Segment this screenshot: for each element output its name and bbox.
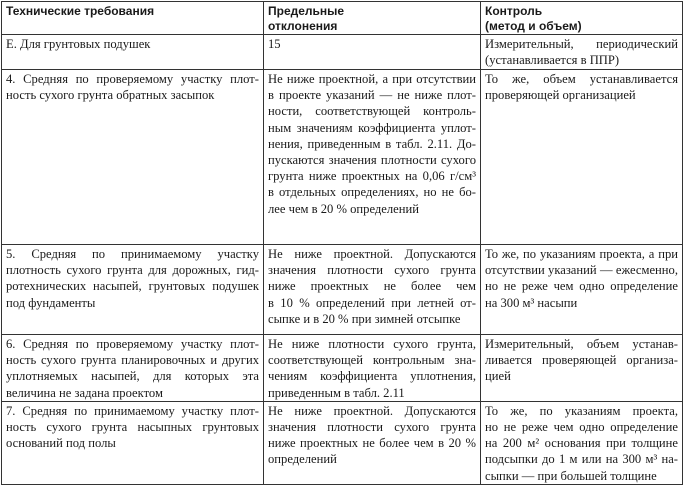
cell-line: (устанавливается в ППР) xyxy=(485,53,620,68)
cell-line: Измерительный, периодический xyxy=(485,37,678,51)
cell-line: нения, приведенным в табл. 2.11. До- xyxy=(268,136,476,151)
cell-line: ниже проектных не более чем в 20 % xyxy=(268,436,476,451)
cell-line: плотность сухого грунта для дорожных, гид- xyxy=(6,263,259,278)
cell-line: 5. Средняя по принимаемому участку xyxy=(6,247,259,261)
table-row xyxy=(2,70,683,245)
requirements-table xyxy=(1,1,683,485)
cell-line: пускаются значения плотности сухого xyxy=(268,153,476,168)
cell-line: под фундаменты xyxy=(6,295,96,310)
table-header xyxy=(2,2,683,35)
cell-line: уплотняемых насыпей, для которых эта xyxy=(6,369,259,384)
cell-line: грунта ниже проектных на 0,06 г/см³ xyxy=(268,169,476,184)
cell-line: То же, объем устанавливается xyxy=(485,72,678,86)
cell-line: лее чем в 20 % определений xyxy=(268,201,419,216)
cell-line: сыпке и в 20 % при зимней отсыпке xyxy=(268,311,461,326)
cell-line: оснований под полы xyxy=(6,436,116,451)
cell-line: То же, по указаниям проекта, а при xyxy=(485,247,678,261)
requirement-cell xyxy=(2,335,264,402)
header-line: (метод и объем) xyxy=(485,19,582,33)
cell-line: ниже проектных не более чем xyxy=(268,279,476,294)
cell-line: ротехнических насыпей, грунтовых подушек xyxy=(6,279,259,294)
cell-line: значения плотности сухого грунта xyxy=(268,420,476,435)
cell-line: в проекте указаний — не ниже плот- xyxy=(268,88,476,103)
deviation-cell xyxy=(264,70,481,245)
table-row xyxy=(2,335,683,402)
control-cell xyxy=(481,335,683,402)
cell-line: отсутствии указаний — ежесменно, xyxy=(485,263,678,278)
cell-line: 4. Средняя по проверяемому участку плот- xyxy=(6,72,259,86)
cell-line: соответствующей контрольным зна- xyxy=(268,353,476,368)
requirement-cell xyxy=(2,70,264,245)
table-row xyxy=(2,35,683,70)
cell-line: на 200 м² основания при толщине xyxy=(485,436,678,451)
cell-line: Не ниже плотности сухого грунта, xyxy=(268,337,476,351)
control-cell xyxy=(481,35,683,70)
deviation-cell xyxy=(264,401,481,484)
table-row xyxy=(2,245,683,335)
cell-line: ливается проверяющей организа- xyxy=(485,353,678,368)
cell-line: 7. Средняя по принимаемому участку плот- xyxy=(6,403,259,418)
cell-line: 15 xyxy=(268,37,281,51)
cell-line: ности, соответствующей контроль- xyxy=(268,104,476,119)
cell-line: ность сухого грунта насыпных грунтовых xyxy=(6,420,259,435)
header-line: Технические требования xyxy=(6,4,155,18)
header-line: Контроль xyxy=(485,4,543,18)
cell-line: но не реже чем одно определение xyxy=(485,420,678,435)
cell-line: сыпки — при большей толщине xyxy=(485,468,657,483)
requirement-cell xyxy=(2,245,264,335)
cell-line: Измерительный, объем устанав- xyxy=(485,337,678,351)
cell-line: цией xyxy=(485,369,511,384)
control-cell xyxy=(481,70,683,245)
deviation-cell xyxy=(264,335,481,402)
cell-line: значения плотности сухого грунта xyxy=(268,263,476,278)
cell-line: Не ниже проектной, а при отсутствии xyxy=(268,72,476,86)
cell-line: ность сухого грунта обратных засыпок xyxy=(6,88,215,103)
cell-line: Не ниже проектной. Допускаются xyxy=(268,247,476,261)
cell-line: но не реже чем одно определение xyxy=(485,279,678,294)
cell-line: в отдельных определениях, но не бо- xyxy=(268,185,476,200)
cell-line: чениям коэффициента уплотнения, xyxy=(268,369,476,384)
header-line: Предельные xyxy=(268,4,345,18)
cell-line: Е. Для грунтовых подушек xyxy=(6,37,151,51)
header-deviations xyxy=(264,2,481,35)
header-control xyxy=(481,2,683,35)
control-cell xyxy=(481,401,683,484)
cell-line: в 10 % определений при летней от- xyxy=(268,295,476,310)
header-row xyxy=(2,2,683,35)
cell-line: величина не задана проектом xyxy=(6,385,163,400)
requirement-cell xyxy=(2,35,264,70)
cell-line: определений xyxy=(268,452,337,467)
cell-line: ность сухого грунта планировочных и других xyxy=(6,353,259,368)
cell-line: приведенным в табл. 2.11 xyxy=(268,385,405,400)
table-row xyxy=(2,401,683,484)
cell-line: на 300 м³ насыпи xyxy=(485,295,578,310)
cell-line: 6. Средняя по проверяемому участку плот- xyxy=(6,337,259,351)
header-requirements xyxy=(2,2,264,35)
requirement-cell xyxy=(2,401,264,484)
deviation-cell xyxy=(264,245,481,335)
cell-line: То же, по указаниям проекта, xyxy=(485,403,678,418)
cell-line: ным значениям коэффициента уплот- xyxy=(268,120,476,135)
cell-line: Не ниже проектной. Допускаются xyxy=(268,403,476,418)
cell-line: проверяющей организацией xyxy=(485,88,636,103)
deviation-cell xyxy=(264,35,481,70)
table-body xyxy=(2,35,683,485)
control-cell xyxy=(481,245,683,335)
cell-line: подсыпки до 1 м или на 300 м³ на- xyxy=(485,452,678,467)
header-line: отклонения xyxy=(268,19,338,33)
